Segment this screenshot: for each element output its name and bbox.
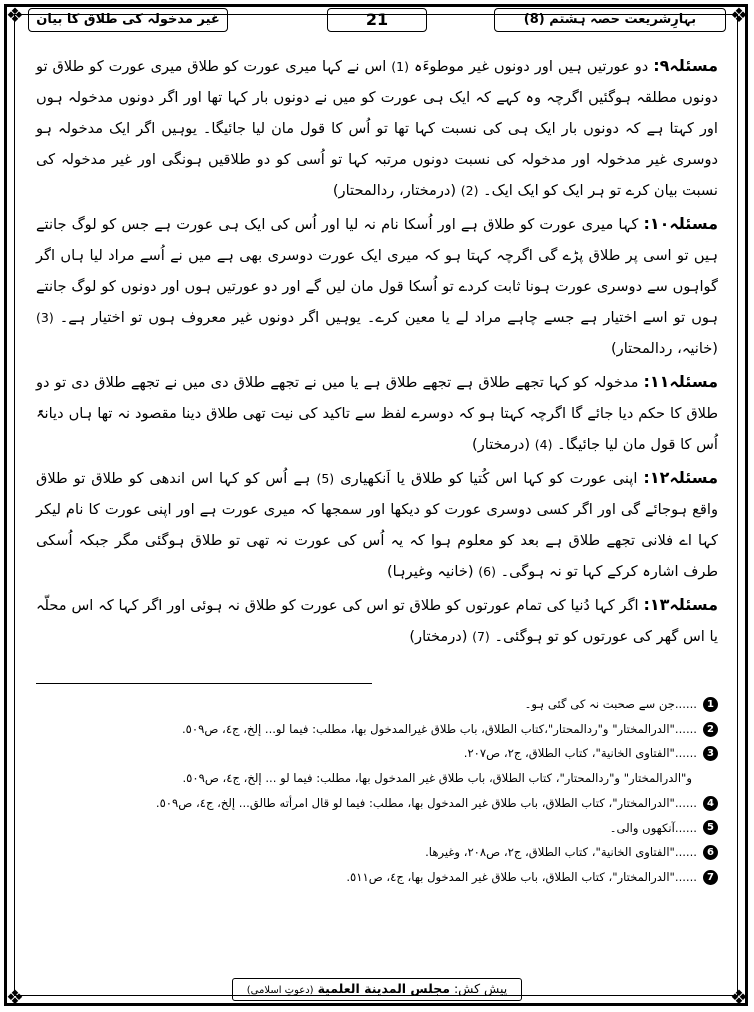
footnote-text: ......"الدرالمختار"، كتاب الطلاق، باب طلاق غير المدخول بها، مطلب: فيما لو قال امرأته طالق... إلخ، ج٤، ص٥٠٩. xyxy=(155,795,697,810)
book-title: بہارِشریعت حصہ ہشتم (8) xyxy=(494,8,726,32)
corner-ornament-icon: ❖ xyxy=(6,985,24,1009)
footnote-item xyxy=(36,717,718,742)
footnote-number-badge: 1 xyxy=(703,697,718,712)
page-header xyxy=(20,6,734,36)
source-reference: (درمختار، ردالمحتار) xyxy=(332,182,457,199)
publisher-box xyxy=(232,978,522,1001)
footnote-number-badge: 3 xyxy=(703,746,718,761)
footnote-item xyxy=(36,840,718,865)
publisher-suffix: (دعوتِ اسلامی) xyxy=(246,985,314,996)
footnote-item xyxy=(36,692,718,717)
corner-ornament-icon: ❖ xyxy=(730,985,748,1009)
masala-label: مسئلہ۱۳: xyxy=(643,595,719,614)
masala-paragraph xyxy=(36,366,718,460)
masala-paragraph xyxy=(36,589,718,652)
chapter-title: غیر مدخولہ کی طلاق کا بیان xyxy=(28,8,228,32)
footnote-marker: (5) xyxy=(316,471,335,486)
masala-paragraph xyxy=(36,208,718,364)
masala-paragraph xyxy=(36,462,718,587)
masala-label: مسئلہ۹: xyxy=(653,56,719,75)
footer-prefix: پیش کش: xyxy=(453,981,508,996)
footnote-marker: (4) xyxy=(534,437,553,452)
paragraph-text: اس نے کہا میری عورت کو طلاق میری عورت کو طلاق تو دونوں مطلقہ ہوگئیں اگرچہ وہ کہے کہ ایک ہی عورت کو میں نے دونوں بار کہا تھا اور اگر دونوں مدخولہ ہوں اور کہتا ہے کہ دونوں بار ایک ہی کی نسبت کہا تھا تو اُس کا قول مان لیا جائیگا۔ یوہیں اگر ایک مدخولہ ہو دوسری غیر مدخولہ اور مدخولہ کی نسبت دونوں مرتبہ کہا تو اُسی کو دو طلاقیں ہونگی اور غیر مدخولہ کی نسبت بیان کرے تو ہر ایک کو ایک ایک۔ xyxy=(36,58,718,199)
footnotes xyxy=(36,692,718,890)
masala-label: مسئلہ۱۰: xyxy=(643,214,718,233)
paragraph-text: ہے اُس کو کہا اس اندھی کو طلاق تو طلاق واقع ہوجائے گی اور اگر کسی دوسری عورت کو دیکھا اور سمجھا کہ میری عورت ہے اور اپنی عورت کا نام لیکر کہا اے فلانی تجھے طلاق ہے بعد کو معلوم ہوا کہ یہ اُس کی عورت نہ تھی تو طلاق ہوگئی مگر جبکہ اُسکی طرف اشارہ کرکے کہا تو نہ ہوگی۔ xyxy=(36,470,718,580)
footnote-marker: (7) xyxy=(472,629,490,644)
footnote-marker: (2) xyxy=(460,183,479,198)
source-reference: (خانیہ، ردالمحتار) xyxy=(610,340,718,357)
footnote-text: ......"الفتاوى الخانية"، كتاب الطلاق، ج٢، ص٢٠٨، وغيرها. xyxy=(425,845,697,860)
main-text xyxy=(36,50,718,654)
footnote-text: ......"الدرالمختار" و"ردالمحتار"،كتاب الطلاق، باب طلاق غيرالمدخول بها، مطلب: فيما لو... إلخ، ج٤، ص٥٠٩. xyxy=(181,721,697,736)
footnote-divider xyxy=(36,683,372,684)
page-footer xyxy=(0,978,754,1000)
footnote-text: ......جن سے صحبت نہ کی گئی ہو۔ xyxy=(524,697,697,711)
paragraph-text: کہا میری عورت کو طلاق ہے اور اُسکا نام نہ لیا اور اُس کی ایک ہی عورت ہے جس کو لوگ جانتے ہیں تو اسی پر طلاق پڑے گی اگرچہ کہتا ہو کہ میری ایک عورت دوسری بھی ہے میں نے اُسے مراد لیا ہاں اگر گواہوں سے دوسری عورت ہونا ثابت کردے تو اُسکا قول مان لیں گے اور دو عورتیں ہوں اور دونوں کو لوگ جانتے ہوں تو اسے اختیار ہے جسے چاہے مراد لے یا معین کرے۔ یوہیں اگر دونوں غیر معروف ہوں تو اختیار ہے۔ xyxy=(36,216,719,326)
footnote-item xyxy=(36,741,718,766)
footnote-item xyxy=(36,791,718,816)
footnote-marker: (6) xyxy=(478,564,496,579)
footnote-number-badge: 6 xyxy=(703,845,718,860)
publisher-name: مجلس المدينة العلمية xyxy=(317,981,450,996)
source-reference: (درمختار) xyxy=(472,436,531,453)
masala-label: مسئلہ۱۱: xyxy=(643,372,718,391)
source-reference: (درمختار) xyxy=(409,628,468,645)
footnote-number-badge: 4 xyxy=(703,796,718,811)
footnote-number-badge: 5 xyxy=(703,820,718,835)
paragraph-text: اگر کہا دُنیا کی تمام عورتوں کو طلاق تو اس کی عورت کو طلاق نہ ہوئی اور اگر کہا کہ اس محلّہ یا اس گھر کی عورتوں کو تو ہوگئی۔ xyxy=(36,597,718,645)
footnote-text: ......آنکھوں والی۔ xyxy=(609,820,697,835)
footnote-text: ......"الدرالمختار"، كتاب الطلاق، باب طلاق غير المدخول بها، ج٤، ص٥١١. xyxy=(346,869,697,884)
source-reference: (خانیہ وغیرہا) xyxy=(386,563,474,580)
paragraph-text: اپنی عورت کو کہا اس کُتیا کو طلاق یا اَنکھیاری xyxy=(340,470,638,487)
footnote-marker: (1) xyxy=(391,59,410,74)
corner-ornament-icon: ❖ xyxy=(6,3,24,27)
footnote-text: و"الدرالمختار" و"ردالمحتار"، كتاب الطلاق، باب طلاق غير المدخول بها، مطلب: فيما لو ... إلخ، ج٤، ص٥٠٩. xyxy=(182,771,692,786)
masala-paragraph xyxy=(36,50,718,206)
footnote-item xyxy=(36,865,718,890)
footnote-continuation xyxy=(36,766,718,791)
corner-ornament-icon: ❖ xyxy=(730,3,748,27)
footnote-item xyxy=(36,816,718,841)
paragraph-text: دو عورتیں ہیں اور دونوں غیر موطوءَہ xyxy=(413,58,649,75)
footnote-marker: (3) xyxy=(36,310,54,325)
footnote-text: ......"الفتاوى الخانية"، كتاب الطلاق، ج٢، ص٢٠٧. xyxy=(463,746,697,761)
footnote-number-badge: 2 xyxy=(703,722,718,737)
paragraph-text: مدخولہ کو کہا تجھے طلاق ہے تجھے طلاق ہے یا میں نے تجھے طلاق دی میں نے تجھے طلاق دی تو دو طلاق کا حکم دیا جائے گا اگرچہ کہتا ہو کہ دوسرے لفظ سے تاکید کی نیت تھی طلاق دینا مقصود نہ تھا ہاں دیانۃً اُس کا قول مان لیا جائیگا۔ xyxy=(36,374,718,453)
page-number: 21 xyxy=(327,8,427,32)
masala-label: مسئلہ۱۲: xyxy=(643,468,718,487)
footnote-number-badge: 7 xyxy=(703,870,718,885)
